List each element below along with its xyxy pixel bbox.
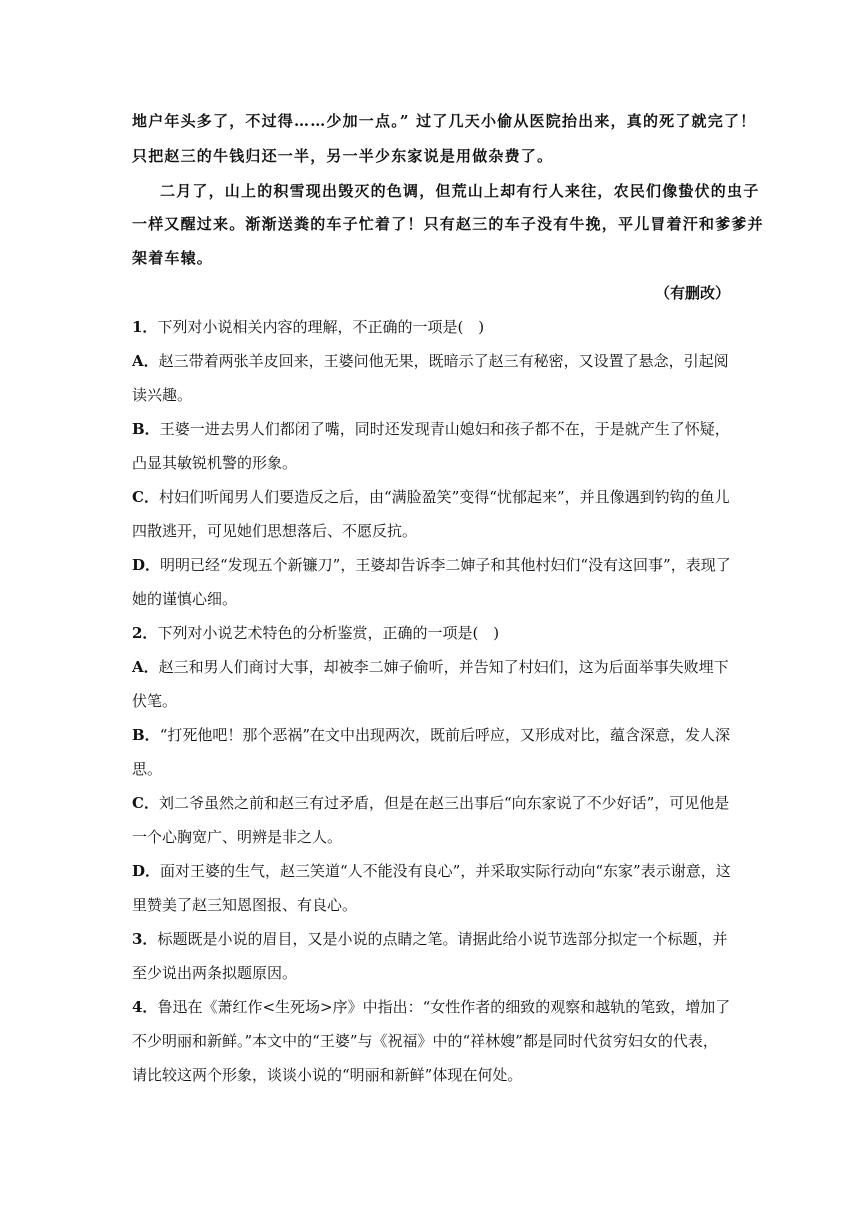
question-3-cont: 至少说出两条拟题原因。	[132, 964, 298, 982]
source-note: （有删改）	[654, 284, 730, 302]
story-line-3: 二月了，山上的积雪现出毁灭的色调，但荒山上却有行人来往，农民们像蛰伏的虫子	[160, 182, 760, 200]
story-line-1: 地户年头多了，不过得……少加一点。” 过了几天小偷从医院抬出来，真的死了就完了！	[132, 112, 757, 130]
q1-option-b-cont: 凸显其敏锐机警的形象。	[132, 454, 298, 472]
q2-option-a	[132, 656, 732, 678]
q2-option-b	[132, 724, 732, 746]
q2-option-c	[132, 792, 732, 814]
q2-option-d	[132, 860, 732, 882]
option-text: 刘二爷虽然之前和赵三有过矛盾，但是在赵三出事后“向东家说了不少好话”，可见他是	[158, 794, 730, 812]
q2-option-b-cont: 思。	[132, 760, 163, 778]
question-number: 1．	[132, 318, 158, 336]
option-label: A．	[132, 658, 159, 676]
question-number: 3．	[132, 930, 158, 948]
option-label: C．	[132, 794, 159, 812]
option-label: D．	[132, 556, 161, 574]
question-2	[132, 622, 732, 644]
option-label: C．	[132, 488, 159, 506]
question-stem: 下列对小说艺术特色的分析鉴赏，正确的一项是( )	[157, 624, 500, 642]
q1-option-c-cont: 四散逃开，可见她们思想落后、不愿反抗。	[132, 522, 418, 540]
question-text: 标题既是小说的眉目，又是小说的点睛之笔。请据此给小说节选部分拟定一个标题，并	[157, 930, 728, 948]
option-label: B．	[132, 726, 160, 744]
option-text: 赵三带着两张羊皮回来，王婆问他无果，既暗示了赵三有秘密，又设置了悬念，引起阅	[158, 352, 729, 370]
story-line-4: 一样又醒过来。渐渐送粪的车子忙着了！只有赵三的车子没有牛挽，平儿冒着汗和爹爹并	[132, 215, 764, 233]
story-line-2: 只把赵三的牛钱归还一半，另一半少东家说是用做杂费了。	[132, 147, 554, 165]
question-4-cont-2: 请比较这两个形象，谈谈小说的“明丽和新鲜”体现在何处。	[132, 1066, 523, 1084]
q2-option-a-cont: 伏笔。	[132, 692, 178, 710]
q1-option-a-cont: 读兴趣。	[132, 386, 193, 404]
option-label: D．	[132, 862, 161, 880]
question-text: 鲁迅在《萧红作<生死场>序》中指出：“女性作者的细致的观察和越轨的笔致，增加了	[157, 998, 731, 1016]
question-number: 4．	[132, 998, 158, 1016]
question-4-cont-1: 不少明丽和新鲜。”本文中的“王婆”与《祝福》中的“祥林嫂”都是同时代贫穷妇女的代表，	[132, 1032, 718, 1050]
option-text: 村妇们听闻男人们要造反之后，由“满脸盈笑”变得“忧郁起来”，并且像遇到钓钩的鱼儿	[158, 488, 730, 506]
q2-option-d-cont: 里赞美了赵三知恩图报、有良心。	[132, 896, 358, 914]
q1-option-c	[132, 486, 732, 508]
story-line-5: 架着车辕。	[132, 249, 214, 267]
option-text: 王婆一进去男人们都闭了嘴，同时还发现青山媳妇和孩子都不在，于是就产生了怀疑，	[159, 420, 730, 438]
question-number: 2．	[132, 624, 158, 642]
option-text: 面对王婆的生气，赵三笑道“人不能没有良心”，并采取实际行动向“东家”表示谢意，这	[160, 862, 731, 880]
option-label: B．	[132, 420, 160, 438]
option-text: “打死他吧！那个恶祸”在文中出现两次，既前后呼应，又形成对比，蕴含深意，发人深	[159, 726, 731, 744]
q1-option-d-cont: 她的谨慎心细。	[132, 590, 238, 608]
question-stem: 下列对小说相关内容的理解，不正确的一项是( )	[157, 318, 485, 336]
q1-option-b	[132, 418, 732, 440]
option-label: A．	[132, 352, 159, 370]
q1-option-d	[132, 554, 732, 576]
question-3	[132, 928, 732, 950]
option-text: 明明已经“发现五个新镰刀”，王婆却告诉李二婶子和其他村妇们“没有这回事”，表现了	[160, 556, 731, 574]
question-4	[132, 996, 732, 1018]
question-1	[132, 316, 732, 338]
option-text: 赵三和男人们商讨大事，却被李二婶子偷听，并告知了村妇们，这为后面举事失败埋下	[158, 658, 729, 676]
q1-option-a	[132, 350, 732, 372]
q2-option-c-cont: 一个心胸宽广、明辨是非之人。	[132, 828, 343, 846]
